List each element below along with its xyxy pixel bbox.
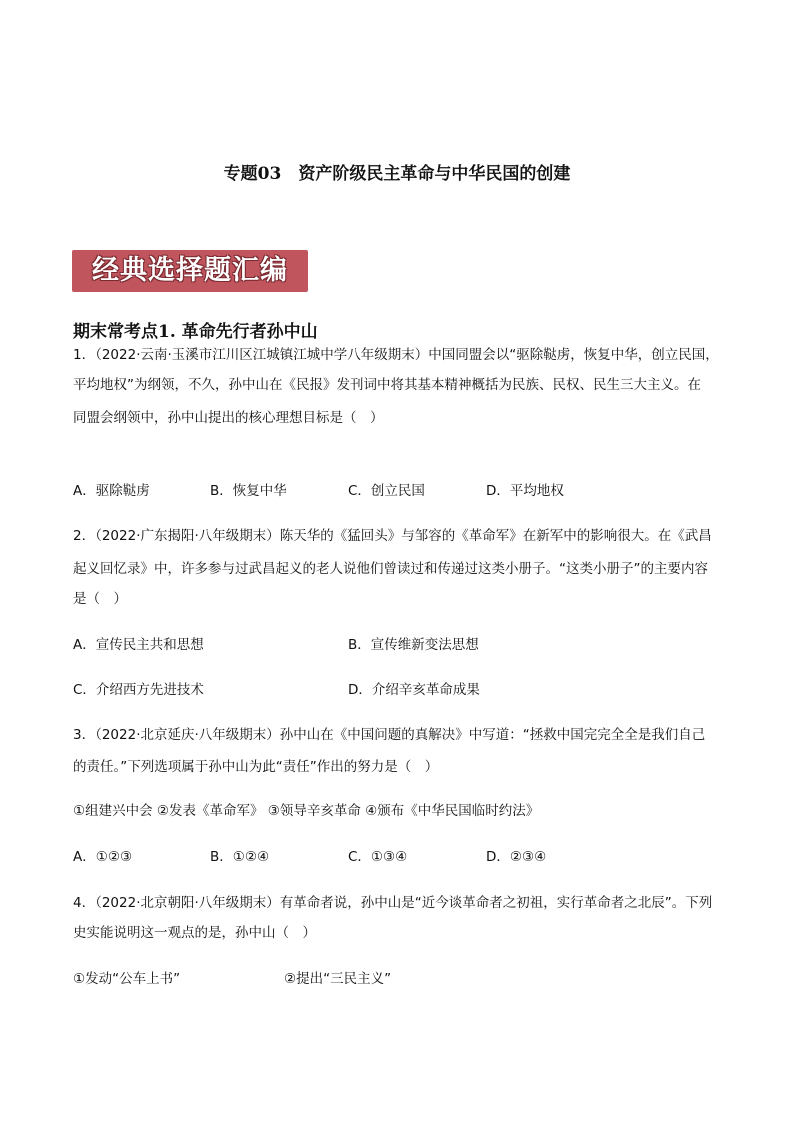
question-2-option-d: D．介绍辛亥革命成果 <box>348 682 480 698</box>
question-1-option-b: B．恢复中华 <box>210 483 287 499</box>
question-4-line-1: 4．（2022·北京朝阳·八年级期末）有革命者说，孙中山是“近今谈革命者之初祖，实行革命者之北辰”。下列 <box>73 895 713 911</box>
question-1-option-d: D．平均地权 <box>486 483 564 499</box>
question-1-line-1: 1．（2022·云南·玉溪市江川区江城镇江城中学八年级期末）中国同盟会以“驱除鞑虏，恢复中华，创立民国， <box>73 347 719 363</box>
question-3-items: ①组建兴中会 ②发表《革命军》 ③领导辛亥革命 ④颁布《中华民国临时约法》 <box>73 803 540 819</box>
question-1-option-a: A．驱除鞑虏 <box>73 483 150 499</box>
question-2-line-2: 起义回忆录》中，许多参与过武昌起义的老人说他们曾读过和传递过这类小册子。“这类小册子”的主要内容 <box>73 561 708 577</box>
question-4-line-2: 史实能说明这一观点的是，孙中山（ ） <box>73 925 316 941</box>
question-2-option-c: C．介绍西方先进技术 <box>73 682 204 698</box>
question-1-option-c: C．创立民国 <box>348 483 425 499</box>
question-4-item-2: ②提出“三民主义” <box>284 971 392 987</box>
question-3-option-a: A．①②③ <box>73 849 133 865</box>
question-1-line-3: 同盟会纲领中，孙中山提出的核心理想目标是（ ） <box>73 410 384 426</box>
question-2-line-1: 2．（2022·广东揭阳·八年级期末）陈天华的《猛回头》与邹容的《革命军》在新军中的影响很大。在《武昌 <box>73 528 712 544</box>
question-1-line-2: 平均地权”为纲领，不久，孙中山在《民报》发刊词中将其基本精神概括为民族、民权、民生三大主义。在 <box>73 377 701 393</box>
question-3-option-b: B．①②④ <box>210 849 270 865</box>
question-2-line-3: 是（ ） <box>73 591 127 607</box>
question-3-option-c: C．①③④ <box>348 849 408 865</box>
question-4-item-1: ①发动“公车上书” <box>73 971 181 987</box>
section-heading: 期末常考点1. 革命先行者孙中山 <box>73 322 318 342</box>
section-banner <box>72 250 308 292</box>
question-3-line-1: 3．（2022·北京延庆·八年级期末）孙中山在《中国问题的真解决》中写道：“拯救中国完完全全是我们自己 <box>73 727 706 743</box>
question-2-option-a: A．宣传民主共和思想 <box>73 637 204 653</box>
question-3-line-2: 的责任。”下列选项属于孙中山为此“责任”作出的努力是（ ） <box>73 759 439 775</box>
question-3-option-d: D．②③④ <box>486 849 547 865</box>
question-2-option-b: B．宣传维新变法思想 <box>348 637 479 653</box>
document-title: 专题03 资产阶级民主革命与中华民国的创建 <box>223 164 571 184</box>
section-banner-label: 经典选择题汇编 <box>92 255 288 286</box>
